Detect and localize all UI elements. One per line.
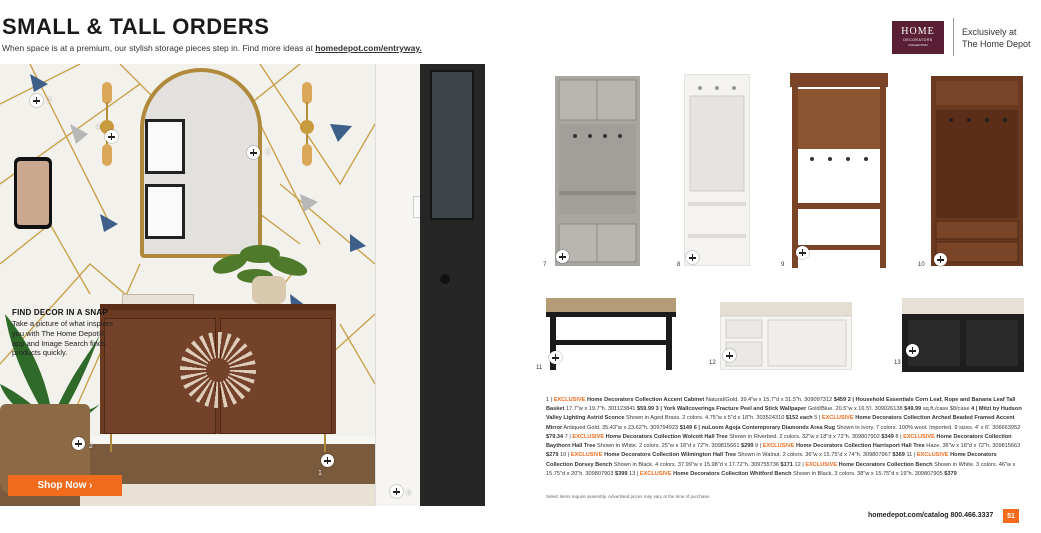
product-8-add[interactable] xyxy=(686,251,699,264)
hotspot-1[interactable] xyxy=(321,454,334,467)
product-8-number: 8 xyxy=(677,262,681,268)
subtitle-text: When space is at a premium, our stylish storage pieces step in. Find more ideas at xyxy=(2,43,313,53)
product-descriptions: 1 | EXCLUSIVE Home Decorators Collection Accent Cabinet Natural/Gold. 39.4"w x 15.7"d x 31.5"h. 309097312 $459 2 | Household Essentials Corn Leaf, Rope and Banana Leaf Tall Basket 17.7"w x 19.7"h. 301123841 $59.99 3 | York Wallcoverings Fracture Peel and Stick Wallpaper Gold/Blue. 20.5"w x 16.5'l. 309026138 $49.99 sq.ft./case $8/case 4 | Mitzi by Hudson Valley Lighting Astrid Sconce Shown in Aged Brass. 2 colors. 4.75"w x 5"d x 18"h. 303524310 $152 each 5 | EXCLUSIVE Home Decorators Collection Arched Beaded Framed Accent Mirror Antiqued Gold. 35.43"w x 23.62"h. 309794923 $149 6 | nuLoom Agoja Contemporary Diamonds Area Rug Shown in Ivory. 7 colors. 100% wool. Imported. 9 sizes. 4' x 6'. 306663952 $79.34 7 | EXCLUSIVE Home Decorators Collection Wolcott Hall Tree Shown in Riverbed. 2 colors. 32"w x 18"d x 72"h. 309807902 $349 8 | EXCLUSIVE Home Decorators Collection Baythorn Hall Tree Shown in White. 2 colors. 25"w x 18"d x 72"h. 309815661 $299 9 | EXCLUSIVE Home Decorators Collection Harrisport Hall Tree Haze. 36"w x 18"d x 72"h. 309815663 $279 10 | EXCLUSIVE Home Decorators Collection Wilmington Hall Tree Shown in Walnut. 2 colors. 36"w x 15.75"d x 74"h. 309807967 $369 11 | EXCLUSIVE Home Decorators Collection Dorsey Bench Shown in Black. 4 colors. 37.99"w x 15.98"d x 17.72"h. 309755736 $171 12 | EXCLUSIVE Home Decorators Collection Bench Shown in White. 3 colors. 46"w x 15.75"d x 20"h. 309807903 $399 13 | EXCLUSIVE Home Decorators Collection Whitford Bench Shown in Black. 3 colors. 38"w x 15.75"d x 19"h. 309807905 $379 xyxy=(546,397,1022,477)
product-10-number: 10 xyxy=(918,262,925,268)
brand-divider xyxy=(953,18,954,56)
shop-now-button[interactable]: Shop Now › xyxy=(8,475,122,496)
hotspot-2-label: 2 xyxy=(89,443,93,450)
product-7-image xyxy=(555,76,640,266)
fine-print: Select items require assembly. Advertised prices may vary at the time of purchase. xyxy=(546,494,711,499)
snap-callout xyxy=(12,308,117,358)
product-11-image xyxy=(546,298,676,370)
cabinet-legs xyxy=(110,434,326,452)
exclusive-note: Exclusively at The Home Depot xyxy=(962,27,1031,50)
hotspot-3[interactable] xyxy=(30,94,43,107)
product-10-image xyxy=(931,76,1023,266)
hotspot-4[interactable] xyxy=(105,130,118,143)
product-9-image xyxy=(790,73,888,268)
product-13-image xyxy=(902,298,1024,372)
page-title: SMALL & TALL ORDERS xyxy=(2,14,270,39)
phone-number: 800.466.3337 xyxy=(950,512,994,519)
entryway-photo xyxy=(0,64,485,506)
product-12-number: 12 xyxy=(709,360,716,366)
catalog-footer xyxy=(868,512,993,519)
phone-mockup xyxy=(14,157,52,229)
front-door xyxy=(420,64,485,506)
product-9-add[interactable] xyxy=(796,246,809,259)
sconce-left xyxy=(98,82,116,172)
area-rug xyxy=(80,484,410,506)
product-9-number: 9 xyxy=(781,262,785,268)
hotspot-2[interactable] xyxy=(72,437,85,450)
door-knob xyxy=(440,274,450,284)
product-10-add[interactable] xyxy=(934,253,947,266)
accent-cabinet xyxy=(100,304,336,434)
catalog-url[interactable]: homedepot.com/catalog xyxy=(868,512,949,519)
product-13-add[interactable] xyxy=(906,344,919,357)
hotspot-5[interactable] xyxy=(247,146,260,159)
hotspot-1-label: 1 xyxy=(318,470,322,477)
product-12-add[interactable] xyxy=(723,349,736,362)
hotspot-3-label: 3 xyxy=(47,97,51,104)
home-decorators-logo: HOME DECORATORS COLLECTION xyxy=(892,21,944,54)
product-7-add[interactable] xyxy=(556,250,569,263)
sconce-right xyxy=(298,82,316,172)
vase xyxy=(252,276,286,304)
page-subtitle xyxy=(2,43,422,53)
product-7-number: 7 xyxy=(543,262,547,268)
door-glass xyxy=(430,70,474,220)
product-11-add[interactable] xyxy=(549,351,562,364)
product-11-number: 11 xyxy=(536,365,543,371)
hotspot-6-label: 6 xyxy=(407,490,411,497)
snap-title: FIND DECOR IN A SNAP xyxy=(12,308,108,317)
wall-art-top xyxy=(145,119,185,174)
door-frame xyxy=(375,64,420,506)
product-13-number: 13 xyxy=(894,360,901,366)
wall-art-bottom xyxy=(145,184,185,239)
hotspot-6[interactable] xyxy=(390,485,403,498)
product-8-image xyxy=(684,74,750,266)
hotspot-5-label: 5 xyxy=(266,149,270,156)
hotspot-4-label: 4 xyxy=(96,124,100,131)
product-12-image xyxy=(720,302,852,370)
page-number: 51 xyxy=(1003,509,1019,523)
snap-body: Take a picture of what inspires you with The Home Depot® app and Image Search finds products quickly. xyxy=(12,319,113,358)
entryway-link[interactable]: homedepot.com/entryway. xyxy=(315,43,422,53)
